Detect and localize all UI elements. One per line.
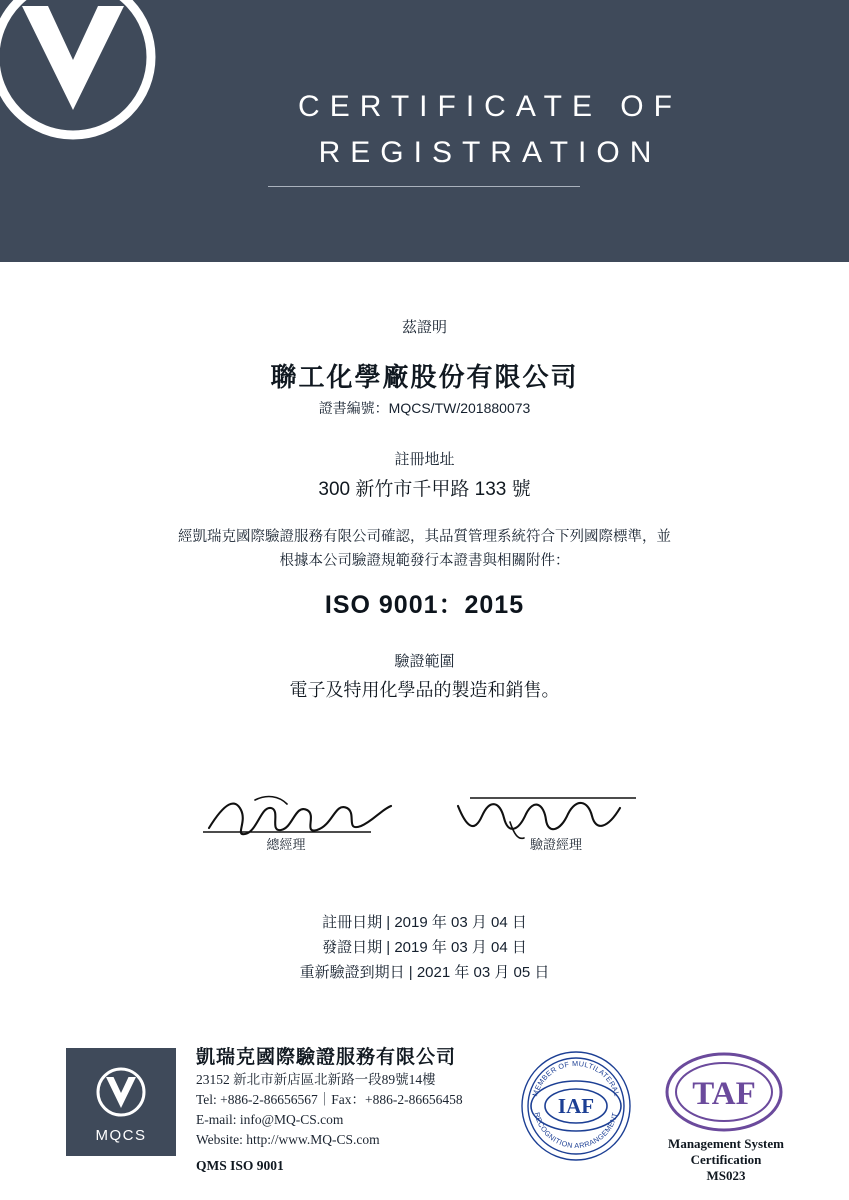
svg-text:MEMBER OF MULTILATERAL: MEMBER OF MULTILATERAL — [530, 1058, 622, 1098]
certificate-title-line1: CERTIFICATE OF — [298, 90, 682, 123]
iaf-mla-seal-icon — [520, 1050, 632, 1162]
taf-caption-line2: Certification — [690, 1152, 762, 1167]
address-value: 300 新竹市千甲路 133 號 — [318, 479, 531, 500]
issuer-company-name: 凱瑞克國際驗證服務有限公司 — [196, 1047, 457, 1068]
svg-text:TAF: TAF — [692, 1076, 756, 1112]
statement-line-1: 經凱瑞克國際驗證服務有限公司確認，其品質管理系統符合下列國際標準，並 — [178, 529, 671, 545]
certificate-footer — [0, 1024, 849, 1200]
company-name: 聯工化學廠股份有限公司 — [270, 362, 579, 392]
signature-label-general-manager: 總經理 — [266, 837, 306, 852]
issuer-contact-info — [196, 1042, 526, 1174]
taf-caption-line1: Management System — [668, 1136, 784, 1151]
mqcs-check-circle-icon — [93, 1064, 149, 1125]
header-divider — [268, 186, 580, 187]
taf-caption-line3: MS023 — [706, 1168, 746, 1183]
mqcs-badge-text: MQCS — [95, 1127, 147, 1144]
signature-general-manager — [195, 792, 405, 853]
signature-label-verification-manager: 驗證經理 — [529, 837, 582, 852]
issuer-website: Website: http://www.MQ-CS.com — [196, 1132, 380, 1147]
signature-mark-icon — [440, 792, 650, 844]
recertification-due-date: 重新驗證到期日 | 2021 年 03 月 05 日 — [299, 964, 550, 981]
registration-date: 註冊日期 | 2019 年 03 月 04 日 — [322, 914, 527, 931]
certificate-body — [0, 262, 849, 1200]
certificate-header-band — [0, 0, 849, 262]
certificate-title — [210, 88, 770, 171]
certificate-number: 證書編號：MQCS/TW/201880073 — [318, 400, 531, 416]
scope-label: 驗證範圍 — [394, 653, 455, 670]
intro-text: 茲證明 — [401, 319, 447, 336]
issuer-phone-fax: Tel: +886-2-86656567｜Fax：+886-2-86656458 — [196, 1092, 463, 1107]
issue-date: 發證日期 | 2019 年 03 月 04 日 — [322, 939, 527, 956]
dates-block — [0, 910, 849, 985]
statement-line-2: 根據本公司驗證規範發行本證書與相關附件： — [279, 553, 570, 569]
certificate-title-line2: REGISTRATION — [318, 135, 662, 169]
issuer-address: 23152 新北市新店區北新路一段89號14樓 — [196, 1072, 436, 1087]
svg-text:IAF: IAF — [557, 1094, 595, 1118]
mqcs-check-circle-icon — [0, 0, 168, 152]
taf-oval-logo-icon — [664, 1050, 784, 1134]
standard-name: ISO 9001：2015 — [324, 591, 525, 619]
scope-value: 電子及特用化學品的製造和銷售。 — [289, 680, 560, 700]
address-label: 註冊地址 — [394, 451, 455, 468]
taf-caption — [640, 1136, 812, 1184]
signature-verification-manager — [440, 792, 650, 853]
signature-mark-icon — [195, 792, 405, 844]
signature-block — [0, 792, 849, 912]
svg-text:RECOGNITION ARRANGEMENT: RECOGNITION ARRANGEMENT — [532, 1111, 620, 1151]
qms-standard-label: QMS ISO 9001 — [196, 1158, 284, 1173]
mqcs-badge — [66, 1048, 176, 1156]
issuer-email: E-mail: info@MQ-CS.com — [196, 1112, 344, 1127]
